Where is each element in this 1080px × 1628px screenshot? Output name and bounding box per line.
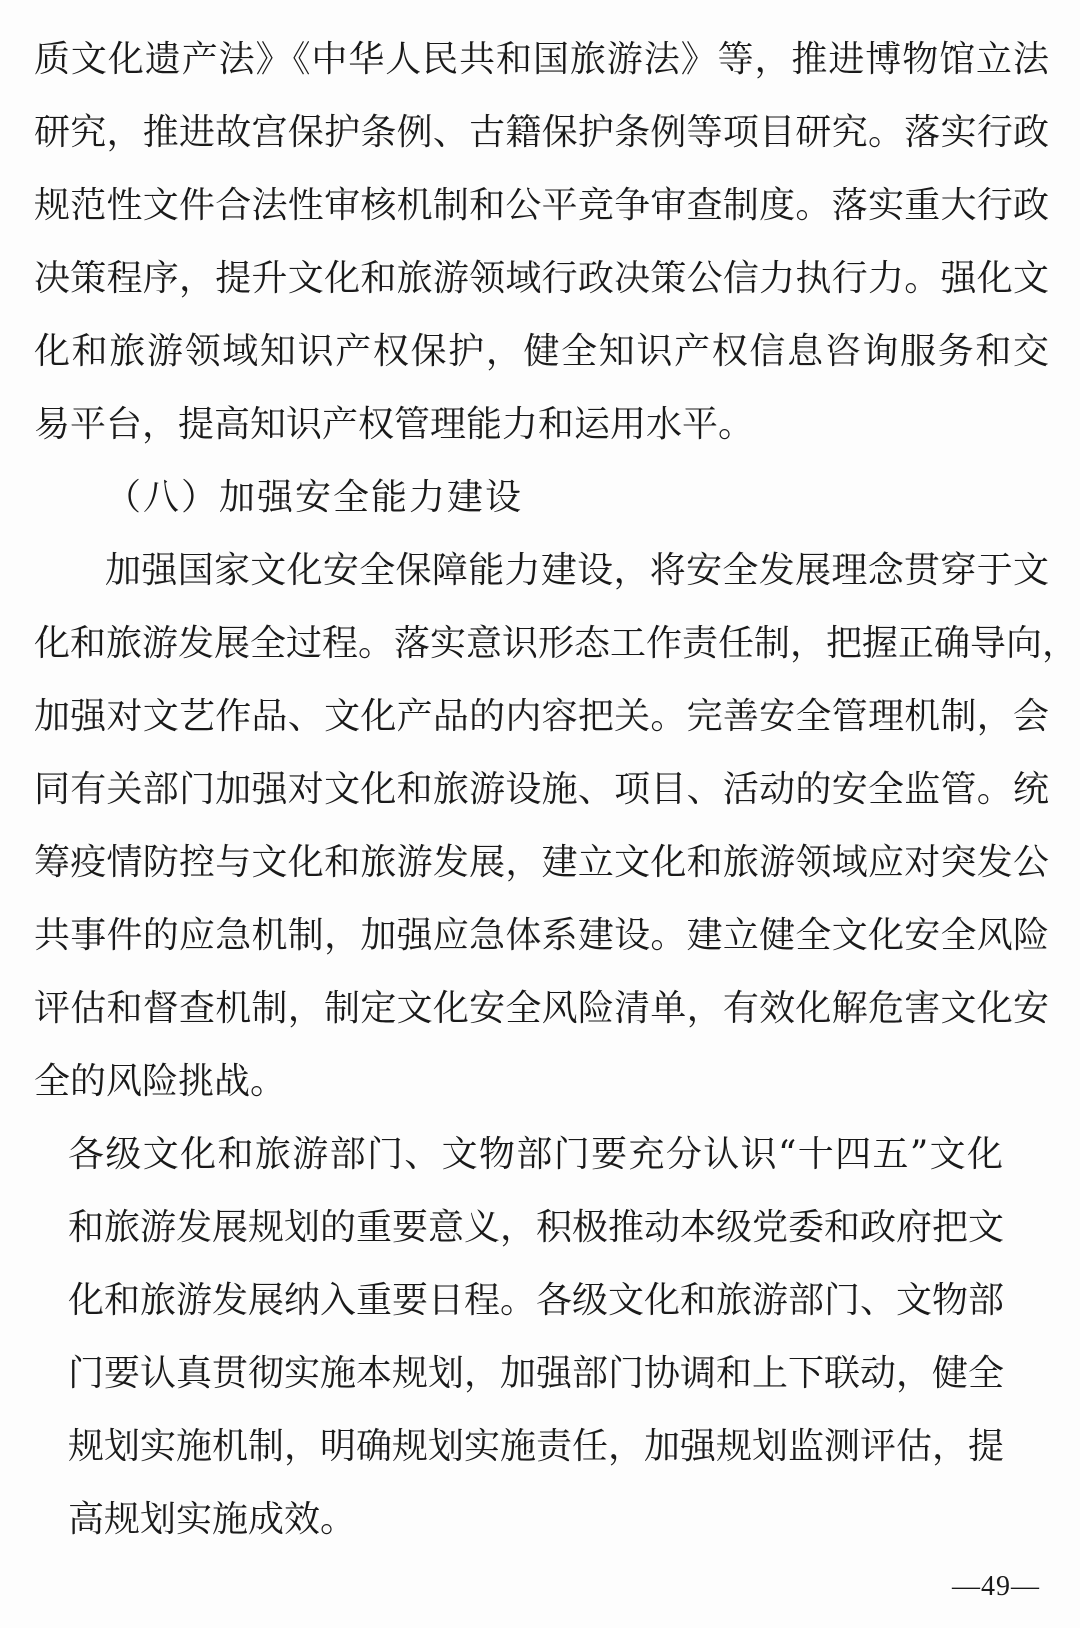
paragraph-2-line-8: 全的风险挑战。 — [34, 1061, 287, 1102]
paragraph-1-line-4: 决策程序，提升文化和旅游领域行政决策公信力执行力。强化文 — [34, 258, 1049, 299]
paragraph-2-line-3: 加强对文艺作品、文化产品的内容把关。完善安全管理机制，会 — [34, 696, 1049, 737]
paragraph-1-line-1: 质文化遗产法》《中华人民共和国旅游法》等，推进博物馆立法 — [34, 39, 1049, 80]
paragraph-3-line-4: 门要认真贯彻实施本规划，加强部门协调和上下联动，健全 — [68, 1353, 1005, 1394]
paragraph-3-line-6: 高规划实施成效。 — [68, 1499, 357, 1540]
paragraph-2-line-6: 共事件的应急机制，加强应急体系建设。建立健全文化安全风险 — [34, 915, 1049, 956]
paragraph-1-line-3: 规范性文件合法性审核机制和公平竞争审查制度。落实重大行政 — [34, 185, 1049, 226]
paragraph-3-line-3: 化和旅游发展纳入重要日程。各级文化和旅游部门、文物部 — [68, 1280, 1005, 1321]
paragraph-1-line-5: 化和旅游领域知识产权保护，健全知识产权信息咨询服务和交 — [34, 331, 1049, 372]
page-number: —49— — [952, 1571, 1040, 1602]
paragraph-2-line-2: 化和旅游发展全过程。落实意识形态工作责任制，把握正确导向， — [34, 623, 1079, 664]
paragraph-1-line-2: 研究，推进故宫保护条例、古籍保护条例等项目研究。落实行政 — [34, 112, 1049, 153]
paragraph-2-line-7: 评估和督查机制，制定文化安全风险清单，有效化解危害文化安 — [34, 988, 1049, 1029]
paragraph-2-line-5: 筹疫情防控与文化和旅游发展，建立文化和旅游领域应对突发公 — [34, 842, 1049, 883]
paragraph-3-line-5: 规划实施机制，明确规划实施责任，加强规划监测评估，提 — [68, 1426, 1005, 1467]
paragraph-3-line-1: 各级文化和旅游部门、文物部门要充分认识“十四五”文化 — [68, 1134, 1003, 1175]
paragraph-1-line-6: 易平台，提高知识产权管理能力和运用水平。 — [34, 404, 755, 445]
paragraph-2-line-4: 同有关部门加强对文化和旅游设施、项目、活动的安全监管。统 — [34, 769, 1049, 810]
paragraph-2-line-1: 加强国家文化安全保障能力建设，将安全发展理念贯穿于文 — [105, 550, 1049, 591]
paragraph-3-line-2: 和旅游发展规划的重要意义，积极推动本级党委和政府把文 — [68, 1207, 1005, 1248]
section-heading: （八）加强安全能力建设 — [105, 477, 524, 518]
